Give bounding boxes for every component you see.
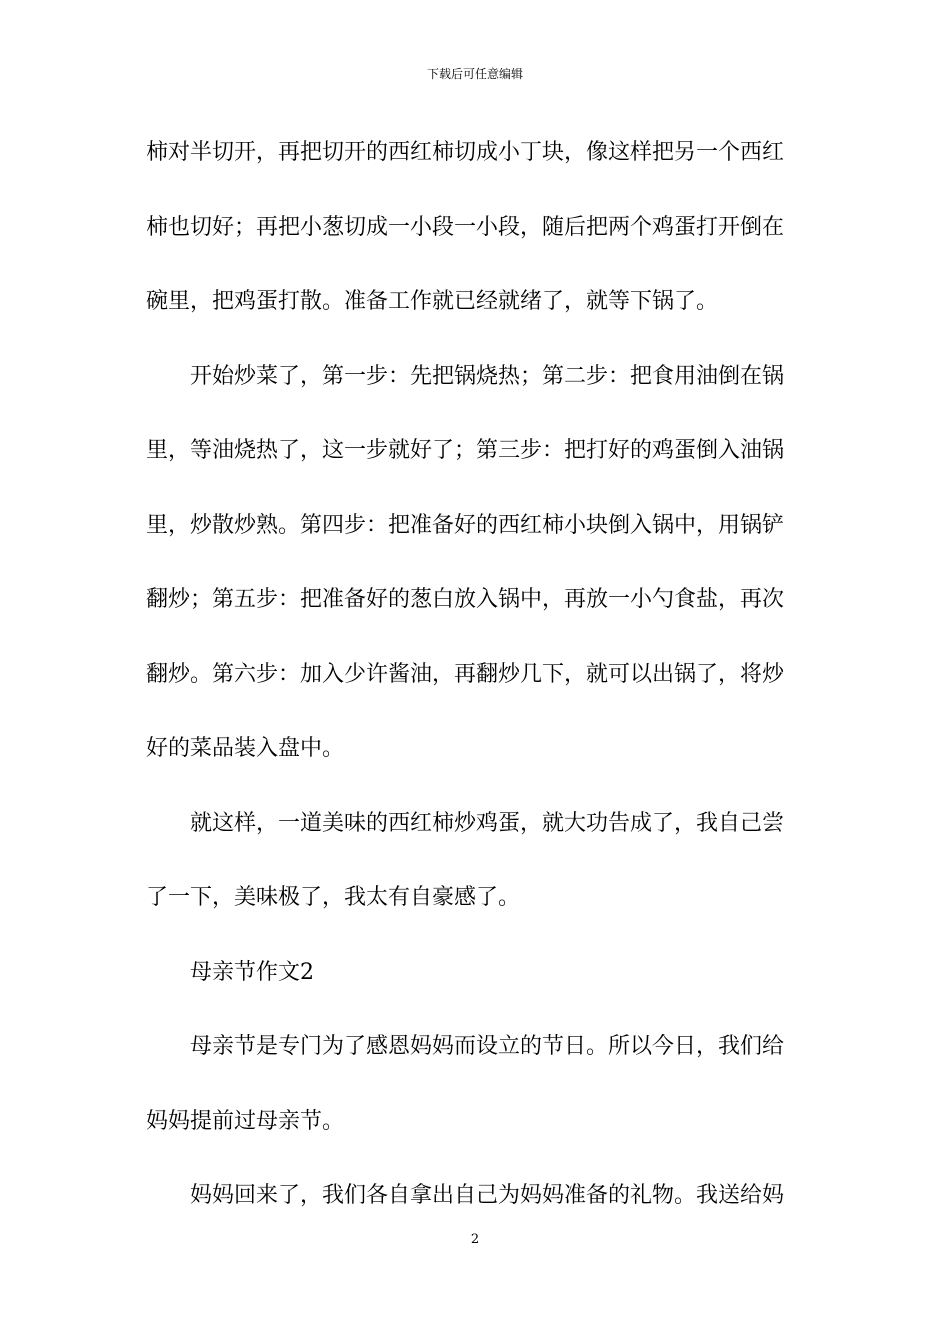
paragraph-line: 好的菜品装入盘中。 [146,736,345,761]
document-body [146,133,808,1251]
section-heading: 母亲节作文2 [190,959,314,985]
paragraph-line: 翻炒；第五步：把准备好的葱白放入锅中，再放一小勺食盐，再次 [146,587,785,612]
paragraph-line: 柿对半切开，再把切开的西红柿切成小丁块，像这样把另一个西红 [146,140,785,165]
paragraph-line: 母亲节是专门为了感恩妈妈而设立的节日。所以今日，我们给 [190,1034,785,1059]
paragraph-line: 就这样，一道美味的西红柿炒鸡蛋，就大功告成了，我自己尝 [190,810,785,836]
paragraph-line: 翻炒。第六步：加入少许酱油，再翻炒几下，就可以出锅了，将炒 [146,661,785,687]
paragraph-line: 妈妈提前过母亲节。 [146,1108,345,1134]
paragraph-line: 开始炒菜了，第一步：先把锅烧热；第二步：把食用油倒在锅 [190,363,785,389]
paragraph-line: 柿也切好；再把小葱切成一小段一小段，随后把两个鸡蛋打开倒在 [146,214,785,240]
paragraph-line: 里，等油烧热了，这一步就好了；第三步：把打好的鸡蛋倒入油锅 [146,438,785,463]
page-header: 下载后可任意编辑 [426,67,523,81]
paragraph-line: 里，炒散炒熟。第四步：把准备好的西红柿小块倒入锅中，用锅铲 [146,512,785,538]
paragraph-line: 碗里，把鸡蛋打散。准备工作就已经就绪了，就等下锅了。 [146,289,719,314]
paragraph-line: 妈妈回来了，我们各自拿出自己为妈妈准备的礼物。我送给妈 [190,1183,785,1208]
paragraph-line: 了一下，美味极了，我太有自豪感了。 [146,885,521,910]
page-number: 2 [470,1232,480,1247]
